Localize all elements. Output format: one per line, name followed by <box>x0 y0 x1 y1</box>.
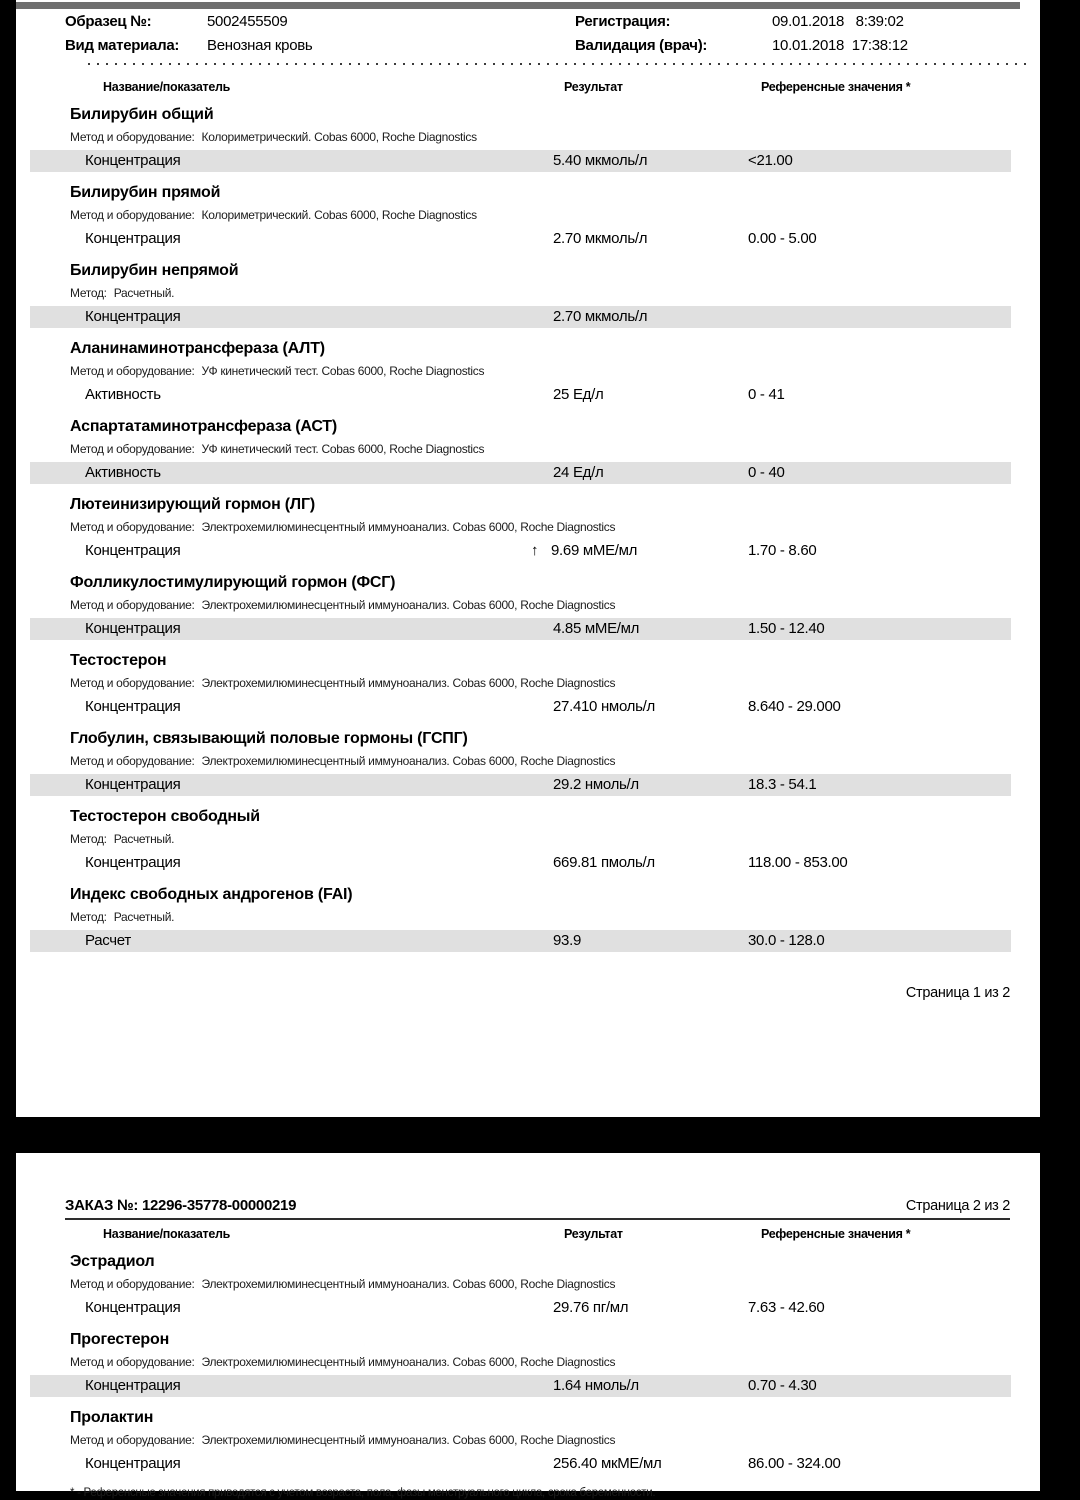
dotted-separator <box>88 62 1026 65</box>
parameter-label: Концентрация <box>85 230 181 247</box>
method-text: Электрохемилюминесцентный иммуноанализ. Cobas 6000, Roche Diagnostics <box>201 1355 616 1369</box>
registration-label: Регистрация: <box>575 13 671 30</box>
result-value <box>553 930 748 952</box>
result-text: 25 Ед/л <box>553 386 604 403</box>
method-text: Электрохемилюминесцентный иммуноанализ. Cobas 6000, Roche Diagnostics <box>201 520 616 534</box>
method-line <box>70 676 1040 690</box>
parameter-label: Концентрация <box>85 1299 181 1316</box>
result-row <box>30 384 1011 406</box>
method-text: Расчетный. <box>113 286 175 300</box>
result-row <box>30 306 1011 328</box>
result-value <box>553 1375 748 1397</box>
method-label: Метод: <box>70 910 107 924</box>
reference-value: 7.63 - 42.60 <box>748 1299 825 1316</box>
result-value <box>553 1453 748 1475</box>
test-title: Индекс свободных андрогенов (FAI) <box>70 886 353 903</box>
column-header-reference: Референсные значения * <box>761 80 911 94</box>
column-header-name: Название/показатель <box>103 1227 231 1241</box>
result-value <box>553 306 748 328</box>
test-block <box>16 562 1040 640</box>
reference-value: 18.3 - 54.1 <box>748 776 817 793</box>
result-row <box>30 930 1011 952</box>
test-block <box>16 406 1040 484</box>
result-text: 24 Ед/л <box>553 464 604 481</box>
method-text: УФ кинетический тест. Cobas 6000, Roche Diagnostics <box>201 364 485 378</box>
test-title: Билирубин непрямой <box>70 262 239 279</box>
result-row <box>30 618 1011 640</box>
parameter-label: Концентрация <box>85 1455 181 1472</box>
test-block <box>16 94 1040 172</box>
parameter-label: Концентрация <box>85 854 181 871</box>
method-label: Метод и оборудование: <box>70 1433 195 1447</box>
test-title: Глобулин, связывающий половые гормоны (ГСПГ) <box>70 730 468 747</box>
reference-value: 1.70 - 8.60 <box>748 542 817 559</box>
result-value <box>553 696 748 718</box>
result-value <box>553 150 748 172</box>
test-block <box>16 484 1040 562</box>
result-value <box>553 228 748 250</box>
column-header-reference: Референсные значения * <box>761 1227 911 1241</box>
parameter-label: Концентрация <box>85 620 181 637</box>
method-label: Метод и оборудование: <box>70 130 195 144</box>
result-text: 669.81 пмоль/л <box>553 854 655 871</box>
method-text: Колориметрический. Cobas 6000, Roche Diagnostics <box>201 130 477 144</box>
method-text: Электрохемилюминесцентный иммуноанализ. Cobas 6000, Roche Diagnostics <box>201 1433 616 1447</box>
test-title: Пролактин <box>70 1409 154 1426</box>
test-block <box>16 796 1040 874</box>
method-line <box>70 442 1040 456</box>
test-title: Билирубин общий <box>70 106 214 123</box>
reference-value: 0.70 - 4.30 <box>748 1377 817 1394</box>
result-text: 5.40 мкмоль/л <box>553 152 648 169</box>
result-text: 9.69 мМЕ/мл <box>551 542 638 559</box>
reference-value: <21.00 <box>748 152 793 169</box>
parameter-label: Концентрация <box>85 308 181 325</box>
test-title: Билирубин прямой <box>70 184 221 201</box>
method-label: Метод и оборудование: <box>70 754 195 768</box>
method-label: Метод: <box>70 286 107 300</box>
result-value <box>531 540 748 562</box>
test-block <box>16 874 1040 952</box>
result-value <box>553 462 748 484</box>
result-value <box>553 384 748 406</box>
result-text: 27.410 нмоль/л <box>553 698 655 715</box>
parameter-label: Активность <box>85 386 161 403</box>
reference-value: 0 - 41 <box>748 386 785 403</box>
validation-value: 10.01.2018 17:38:12 <box>772 37 908 54</box>
method-text: Электрохемилюминесцентный иммуноанализ. Cobas 6000, Roche Diagnostics <box>201 1277 616 1291</box>
method-label: Метод: <box>70 832 107 846</box>
result-text: 29.76 пг/мл <box>553 1299 629 1316</box>
test-list-page-2 <box>16 1241 1040 1475</box>
test-block <box>16 1319 1040 1397</box>
material-type-label: Вид материала: <box>65 37 180 54</box>
sample-number-value: 5002455509 <box>207 13 288 30</box>
method-line <box>70 1355 1040 1369</box>
method-label: Метод и оборудование: <box>70 1355 195 1369</box>
column-header-result: Результат <box>564 1227 623 1241</box>
method-text: Электрохемилюминесцентный иммуноанализ. Cobas 6000, Roche Diagnostics <box>201 598 616 612</box>
report-page-1 <box>16 0 1040 1117</box>
method-line <box>70 1277 1040 1291</box>
parameter-label: Концентрация <box>85 152 181 169</box>
result-value <box>553 618 748 640</box>
method-line <box>70 1433 1040 1447</box>
reference-value: 8.640 - 29.000 <box>748 698 841 715</box>
method-text: Электрохемилюминесцентный иммуноанализ. Cobas 6000, Roche Diagnostics <box>201 676 616 690</box>
table-column-headers <box>103 1227 1010 1241</box>
result-text: 256.40 мкМЕ/мл <box>553 1455 662 1472</box>
parameter-label: Концентрация <box>85 698 181 715</box>
right-black-margin <box>1040 0 1080 1491</box>
reference-value: 0 - 40 <box>748 464 785 481</box>
test-block <box>16 328 1040 406</box>
test-title: Аспартатаминотрансфераза (АСТ) <box>70 418 338 435</box>
result-text: 1.64 нмоль/л <box>553 1377 639 1394</box>
test-block <box>16 718 1040 796</box>
method-text: Расчетный. <box>113 832 175 846</box>
reference-value: 1.50 - 12.40 <box>748 620 825 637</box>
page-gap <box>0 1117 1080 1153</box>
test-title: Тестостерон <box>70 652 167 669</box>
result-row <box>30 228 1011 250</box>
test-title: Аланинаминотрансфераза (АЛТ) <box>70 340 325 357</box>
order-number: ЗАКАЗ №: 12296-35778-00000219 <box>65 1197 297 1214</box>
parameter-label: Активность <box>85 464 161 481</box>
test-block <box>16 172 1040 250</box>
result-value <box>553 774 748 796</box>
result-row <box>30 774 1011 796</box>
test-title: Прогестерон <box>70 1331 170 1348</box>
method-line <box>70 832 1040 846</box>
method-label: Метод и оборудование: <box>70 1277 195 1291</box>
registration-value: 09.01.2018 8:39:02 <box>772 13 904 30</box>
test-block <box>16 250 1040 328</box>
result-row <box>30 540 1011 562</box>
result-text: 93.9 <box>553 932 581 949</box>
reference-footnote: * - Референсные значения приводятся с учетом возраста, пола, фазы менструального цикла, срока беременности. <box>70 1487 656 1499</box>
method-line <box>70 598 1040 612</box>
test-title: Лютеинизирующий гормон (ЛГ) <box>70 496 315 513</box>
method-label: Метод и оборудование: <box>70 208 195 222</box>
method-text: Электрохемилюминесцентный иммуноанализ. Cobas 6000, Roche Diagnostics <box>201 754 616 768</box>
test-title: Фолликулостимулирующий гормон (ФСГ) <box>70 574 396 591</box>
result-text: 29.2 нмоль/л <box>553 776 639 793</box>
method-line <box>70 208 1040 222</box>
reference-value: 0.00 - 5.00 <box>748 230 817 247</box>
top-divider-bar <box>0 2 1020 9</box>
method-label: Метод и оборудование: <box>70 598 195 612</box>
table-column-headers <box>103 80 1010 94</box>
high-flag-arrow: ↑ <box>531 542 539 559</box>
reference-value: 86.00 - 324.00 <box>748 1455 841 1472</box>
parameter-label: Расчет <box>85 932 131 949</box>
parameter-label: Концентрация <box>85 1377 181 1394</box>
parameter-label: Концентрация <box>85 776 181 793</box>
method-line <box>70 286 1040 300</box>
method-text: Колориметрический. Cobas 6000, Roche Diagnostics <box>201 208 477 222</box>
method-label: Метод и оборудование: <box>70 520 195 534</box>
result-row <box>30 1453 1011 1475</box>
result-row <box>30 150 1011 172</box>
left-black-margin <box>0 0 16 1491</box>
result-text: 2.70 мкмоль/л <box>553 230 648 247</box>
validation-label: Валидация (врач): <box>575 37 708 54</box>
result-value <box>553 852 748 874</box>
method-line <box>70 130 1040 144</box>
report-page-2 <box>16 1153 1040 1499</box>
order-header-row <box>65 1153 1010 1220</box>
column-header-name: Название/показатель <box>103 80 231 94</box>
method-line <box>70 754 1040 768</box>
reference-value: 30.0 - 128.0 <box>748 932 825 949</box>
method-line <box>70 520 1040 534</box>
result-value <box>553 1297 748 1319</box>
test-block <box>16 1397 1040 1475</box>
reference-value: 118.00 - 853.00 <box>748 854 848 871</box>
test-block <box>16 640 1040 718</box>
method-text: Расчетный. <box>113 910 175 924</box>
method-label: Метод и оборудование: <box>70 676 195 690</box>
method-label: Метод и оборудование: <box>70 442 195 456</box>
test-title: Тестостерон свободный <box>70 808 260 825</box>
result-row <box>30 1297 1011 1319</box>
result-row <box>30 462 1011 484</box>
test-block <box>16 1241 1040 1319</box>
result-text: 4.85 мМЕ/мл <box>553 620 640 637</box>
material-type-value: Венозная кровь <box>207 37 313 54</box>
result-row <box>30 1375 1011 1397</box>
method-text: УФ кинетический тест. Cobas 6000, Roche Diagnostics <box>201 442 485 456</box>
result-text: 2.70 мкмоль/л <box>553 308 648 325</box>
sample-number-label: Образец №: <box>65 13 152 30</box>
method-label: Метод и оборудование: <box>70 364 195 378</box>
parameter-label: Концентрация <box>85 542 181 559</box>
page-number: Страница 1 из 2 <box>905 985 1010 1001</box>
test-list-page-1 <box>16 94 1040 952</box>
page-number: Страница 2 из 2 <box>905 1198 1010 1214</box>
result-row <box>30 696 1011 718</box>
test-title: Эстрадиол <box>70 1253 155 1270</box>
method-line <box>70 364 1040 378</box>
method-line <box>70 910 1040 924</box>
column-header-result: Результат <box>564 80 623 94</box>
result-row <box>30 852 1011 874</box>
